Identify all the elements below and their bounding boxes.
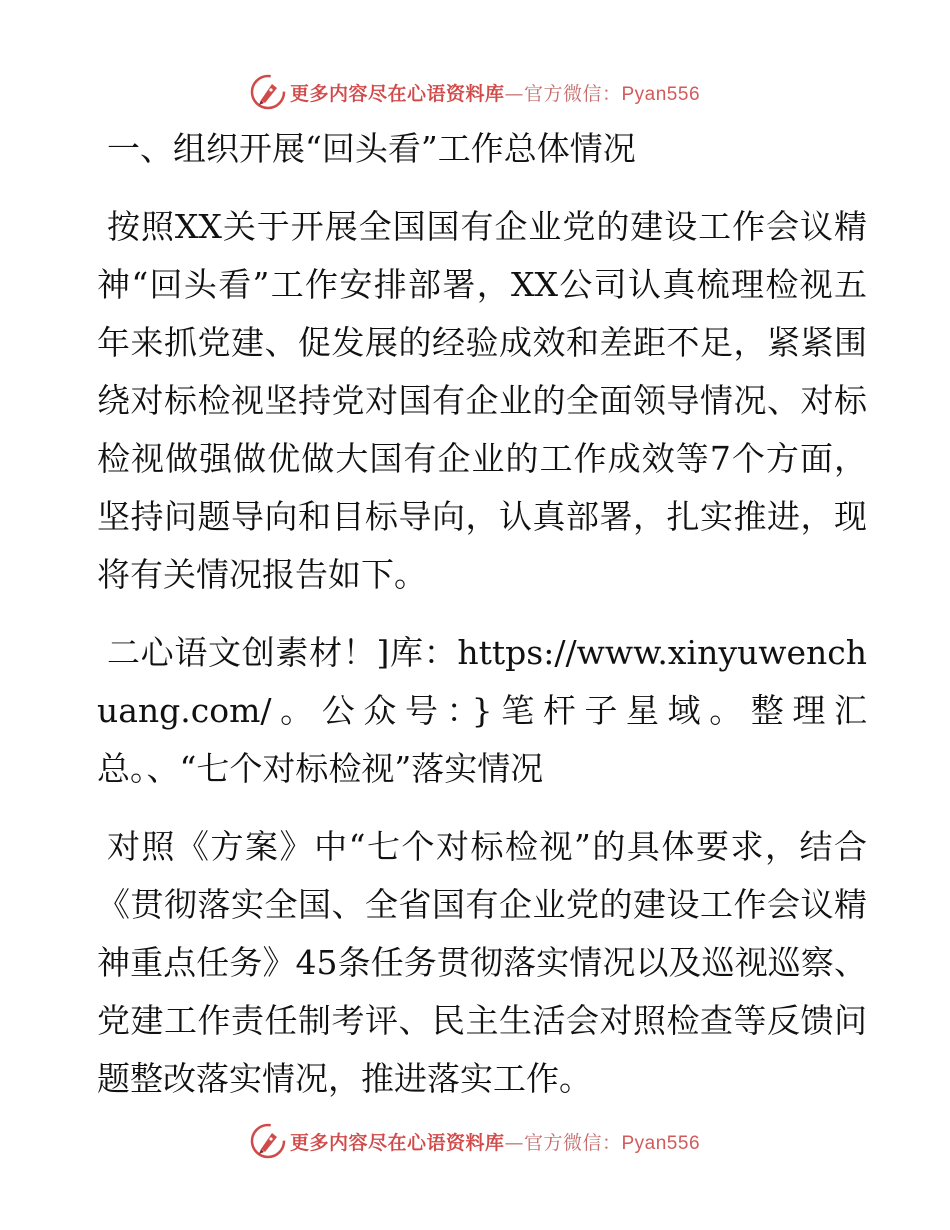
footer-banner	[0, 1121, 950, 1161]
banner-main-text: 更多内容尽在心语资料库	[289, 82, 505, 105]
banner-wechat-label: 官方微信：	[523, 82, 622, 105]
banner-main-text: 更多内容尽在心语资料库	[289, 1131, 505, 1154]
banner-wechat-id: Pyan556	[621, 1132, 701, 1154]
banner-wechat-id: Pyan556	[621, 83, 701, 105]
section-heading-1: 一、组织开展“回头看”工作总体情况	[107, 129, 636, 168]
body-paragraph-2: 对照《方案》中“七个对标检视”的具体要求，结合《贯彻落实全国、全省国有企业党的建设工作会议精神重点任务》45条任务贯彻落实情况以及巡视巡察、党建工作责任制考评、民主生活会对照检查等反馈问题整改落实情况，推进落实工作。	[97, 827, 867, 1098]
body-paragraph-1: 按照XX关于开展全国国有企业党的建设工作会议精神“回头看”工作安排部署，XX公司认真梳理检视五年来抓党建、促发展的经验成效和差距不足，紧紧围绕对标检视坚持党对国有企业的全面领导情况、对标检视做强做优做大国有企业的工作成效等7个方面，坚持问题导向和目标导向，认真部署，扎实推进，现将有关情况报告如下。	[97, 207, 867, 594]
pen-nib-logo-icon	[250, 1123, 286, 1159]
banner-separator: —	[504, 1131, 524, 1154]
pen-nib-logo-icon	[250, 74, 286, 110]
header-banner	[0, 72, 950, 112]
section-heading-2: 二心语文创素材！]库：https://www.xinyuwenchuang.com/。公众号：}笔杆子星域。整理汇总。、“七个对标检视”落实情况	[97, 633, 867, 788]
banner-separator: —	[504, 82, 524, 105]
banner-wechat-label: 官方微信：	[523, 1131, 622, 1154]
document-body	[97, 120, 867, 1128]
